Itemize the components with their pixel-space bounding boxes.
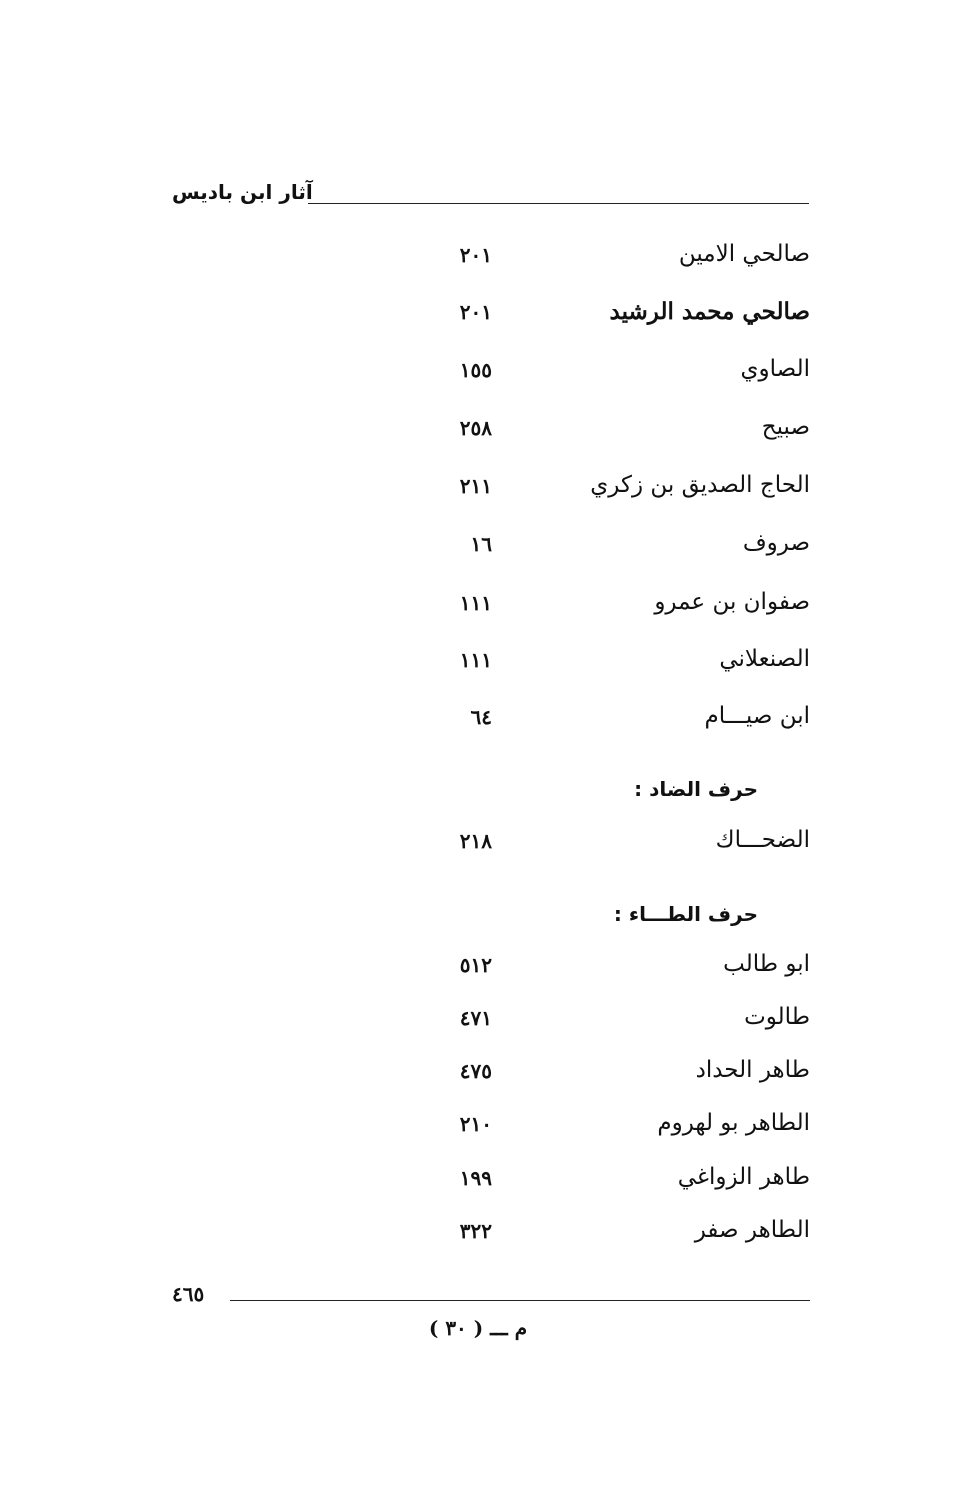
entry-name: الطاهر بو لهروم bbox=[657, 1110, 810, 1136]
index-entry bbox=[440, 414, 810, 454]
entry-page: ٢٠١ bbox=[459, 300, 492, 324]
entry-name: صالحي الامين bbox=[678, 241, 810, 267]
entry-page: ١١١ bbox=[459, 591, 492, 615]
entry-page: ٢١٨ bbox=[459, 829, 492, 853]
entry-page: ٢٠١ bbox=[459, 243, 492, 267]
entry-page: ١٩٩ bbox=[459, 1166, 492, 1190]
entry-page: ٥١٢ bbox=[459, 953, 492, 977]
index-entry bbox=[440, 589, 810, 629]
index-entry bbox=[440, 356, 810, 396]
header-rule bbox=[308, 203, 809, 204]
entry-page: ١١١ bbox=[459, 648, 492, 672]
entry-name: طاهر الزواغي bbox=[677, 1164, 810, 1190]
entry-name: الطاهر صفر bbox=[694, 1217, 810, 1243]
index-entry bbox=[440, 1004, 810, 1044]
entry-page: ١٦ bbox=[470, 532, 492, 556]
entry-name: الصنعلاني bbox=[719, 646, 810, 672]
entry-name: ابن صيـــام bbox=[704, 703, 810, 729]
index-entry bbox=[440, 241, 810, 281]
entry-name: طالوت bbox=[744, 1004, 810, 1030]
index-entry bbox=[440, 703, 810, 743]
page-number: ٤٦٥ bbox=[172, 1282, 205, 1306]
index-entry bbox=[440, 1110, 810, 1150]
entry-page: ٤٧٥ bbox=[459, 1059, 492, 1083]
index-entry bbox=[440, 472, 810, 512]
section-heading-ta: حرف الطـــاء : bbox=[613, 902, 758, 926]
entry-name: صفوان بن عمرو bbox=[654, 589, 810, 615]
index-entry bbox=[440, 646, 810, 686]
entry-page: ٣٢٢ bbox=[459, 1219, 492, 1243]
entry-name: الصاوي bbox=[740, 356, 810, 382]
entry-page: ٢٥٨ bbox=[459, 416, 492, 440]
printer-signature: م ـــ ( ٣٠ ) bbox=[428, 1316, 528, 1340]
entry-name: الضحـــاك bbox=[715, 827, 810, 853]
entry-page: ٢١٠ bbox=[459, 1112, 492, 1136]
index-entry bbox=[440, 1057, 810, 1097]
index-entry bbox=[440, 1217, 810, 1257]
index-entry bbox=[440, 298, 810, 338]
index-entry bbox=[440, 827, 810, 867]
index-entry bbox=[440, 530, 810, 570]
index-entry bbox=[440, 951, 810, 991]
footer-rule bbox=[230, 1300, 810, 1301]
entry-page: ٦٤ bbox=[470, 705, 492, 729]
running-header-title: آثار ابن باديس bbox=[172, 180, 313, 204]
entry-name: ابو طالب bbox=[723, 951, 810, 977]
entry-name: الحاج الصديق بن زكري bbox=[590, 472, 810, 498]
entry-name: صالحي محمد الرشيد bbox=[609, 298, 810, 325]
index-entry bbox=[440, 1164, 810, 1204]
entry-name: صروف bbox=[742, 530, 810, 556]
entry-page: ١٥٥ bbox=[459, 358, 492, 382]
entry-name: طاهر الحداد bbox=[695, 1057, 810, 1083]
entry-name: صبيح bbox=[761, 414, 810, 440]
entry-page: ٢١١ bbox=[459, 474, 492, 498]
section-heading-dad: حرف الضاد : bbox=[634, 777, 758, 801]
entry-page: ٤٧١ bbox=[459, 1006, 492, 1030]
